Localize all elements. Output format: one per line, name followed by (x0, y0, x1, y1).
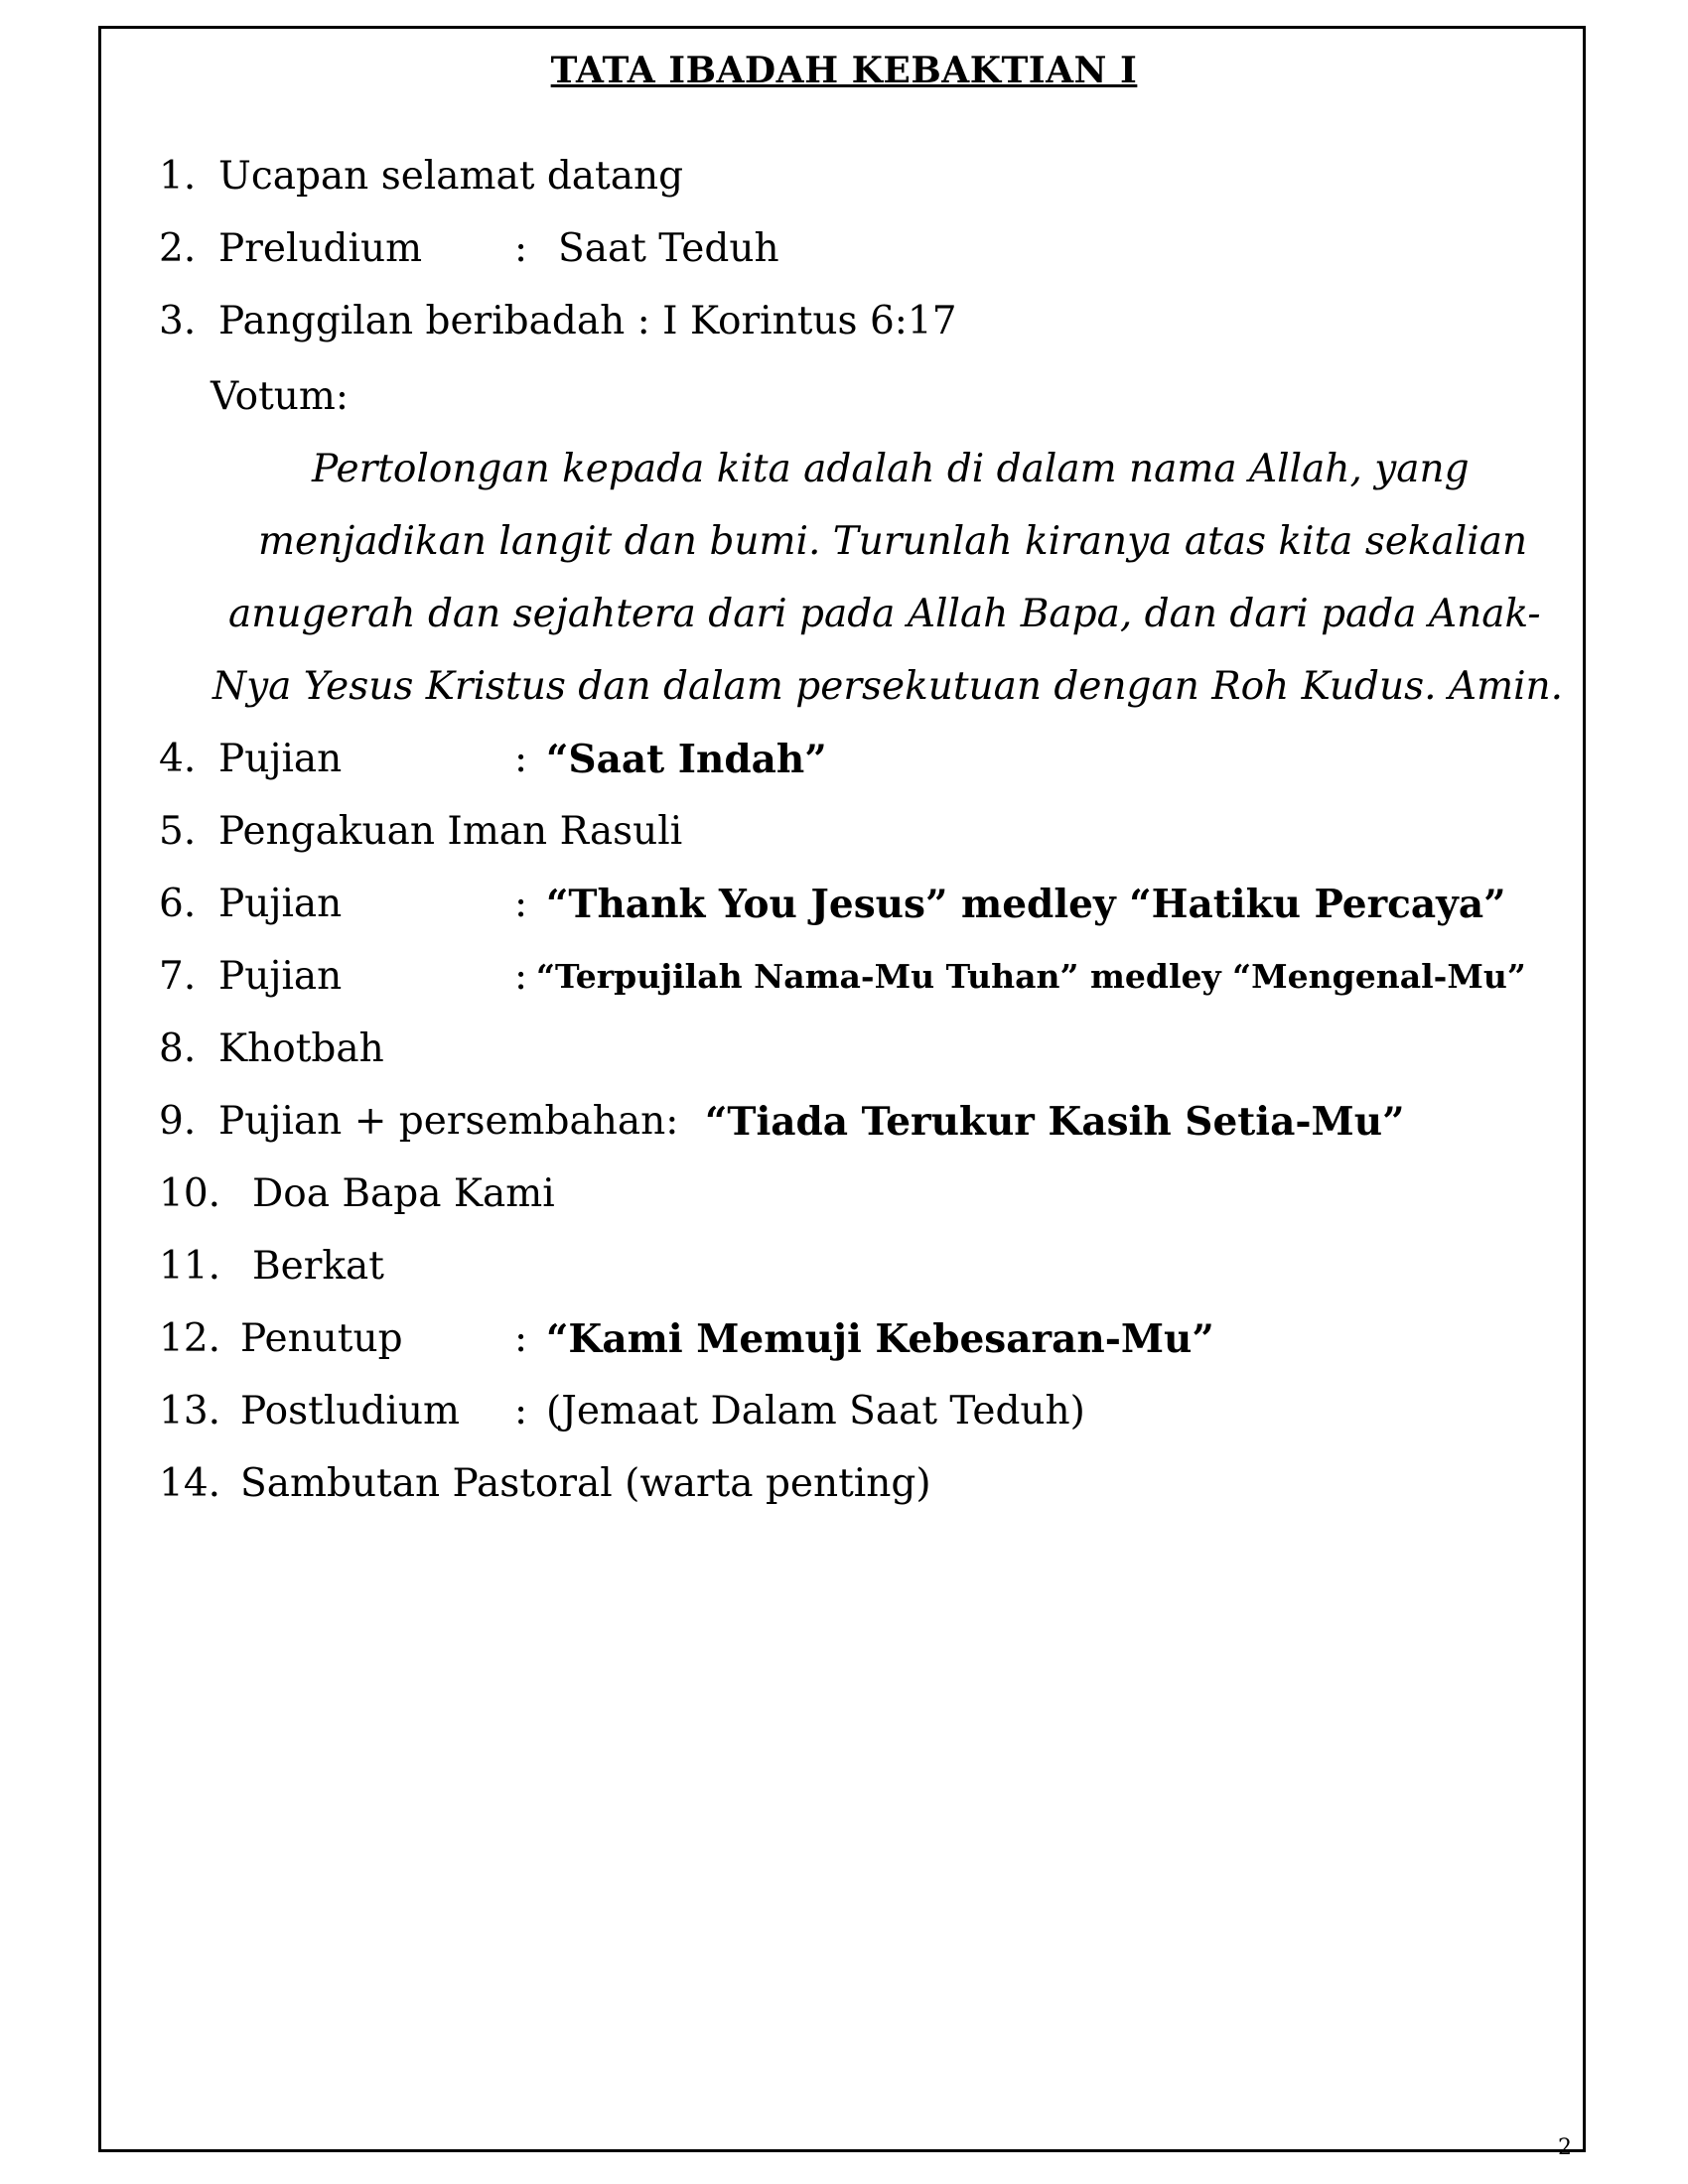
item-number: 2. (159, 226, 197, 271)
list-item (159, 219, 779, 279)
item-number: 10. (159, 1171, 221, 1216)
list-item (159, 1020, 384, 1079)
item-number: 13. (159, 1389, 221, 1433)
item-number: 3. (159, 299, 197, 343)
item-label: Postludium (240, 1389, 460, 1433)
item-label: Pengakuan Iman Rasuli (218, 809, 683, 854)
item-label: Doa Bapa Kami (252, 1171, 555, 1216)
item-separator: : (514, 1316, 528, 1361)
list-item (159, 1237, 384, 1297)
item-label: Pujian + persembahan: (218, 1099, 679, 1144)
votum-line: menjadikan langit dan bumi. Turunlah kiranya atas kita sekalian (258, 519, 1528, 564)
item-label: Berkat (252, 1244, 384, 1289)
item-value: “Saat Indah” (546, 737, 827, 782)
item-value: “Kami Memuji Kebesaran-Mu” (546, 1316, 1214, 1362)
item-value: “Terpujilah Nama-Mu Tuhan” medley “Mengenal-Mu” (536, 957, 1526, 996)
votum-label: Votum: (211, 374, 349, 419)
list-item (159, 875, 1506, 934)
item-label: Pujian (218, 737, 343, 781)
item-number: 12. (159, 1316, 221, 1361)
item-number: 11. (159, 1244, 221, 1289)
item-separator: : (514, 737, 528, 781)
list-item (159, 1382, 1085, 1441)
item-label: Ucapan selamat datang (218, 154, 684, 199)
item-value: Saat Teduh (558, 226, 779, 271)
item-value: (Jemaat Dalam Saat Teduh) (546, 1389, 1085, 1433)
item-label: Khotbah (218, 1026, 384, 1071)
list-item (159, 947, 1526, 1007)
item-number: 8. (159, 1026, 197, 1071)
list-item (159, 1309, 1214, 1369)
item-separator: : (514, 1389, 528, 1433)
item-label: Panggilan beribadah : I Korintus 6:17 (218, 299, 957, 343)
list-item (159, 1454, 931, 1514)
list-item (159, 147, 684, 206)
votum-line: anugerah dan sejahtera dari pada Allah Bapa, dan dari pada Anak- (228, 592, 1541, 636)
page-number: 2 (1558, 2135, 1572, 2160)
item-number: 4. (159, 737, 197, 781)
list-item (159, 1164, 555, 1224)
item-label: Sambutan Pastoral (warta penting) (240, 1461, 931, 1506)
item-separator: : (514, 954, 528, 999)
list-item (159, 730, 827, 789)
item-label: Pujian (218, 882, 343, 926)
list-item (159, 802, 683, 862)
item-number: 9. (159, 1099, 197, 1144)
item-number: 1. (159, 154, 197, 199)
list-item (159, 292, 957, 351)
item-number: 14. (159, 1461, 221, 1506)
item-label: Penutup (240, 1316, 403, 1361)
item-number: 5. (159, 809, 197, 854)
item-label: Preludium (218, 226, 423, 271)
item-value: “Thank You Jesus” medley “Hatiku Percaya” (546, 882, 1506, 927)
list-item (159, 1092, 1405, 1152)
item-label: Pujian (218, 954, 343, 999)
item-separator: : (514, 226, 528, 271)
item-number: 6. (159, 882, 197, 926)
item-number: 7. (159, 954, 197, 999)
item-separator: : (514, 882, 528, 926)
item-value: “Tiada Terukur Kasih Setia-Mu” (705, 1099, 1405, 1145)
votum-line: Nya Yesus Kristus dan dalam persekutuan dengan Roh Kudus. Amin. (212, 664, 1564, 709)
page-title: TATA IBADAH KEBAKTIAN I (550, 50, 1138, 91)
votum-line: Pertolongan kepada kita adalah di dalam nama Allah, yang (312, 447, 1470, 491)
